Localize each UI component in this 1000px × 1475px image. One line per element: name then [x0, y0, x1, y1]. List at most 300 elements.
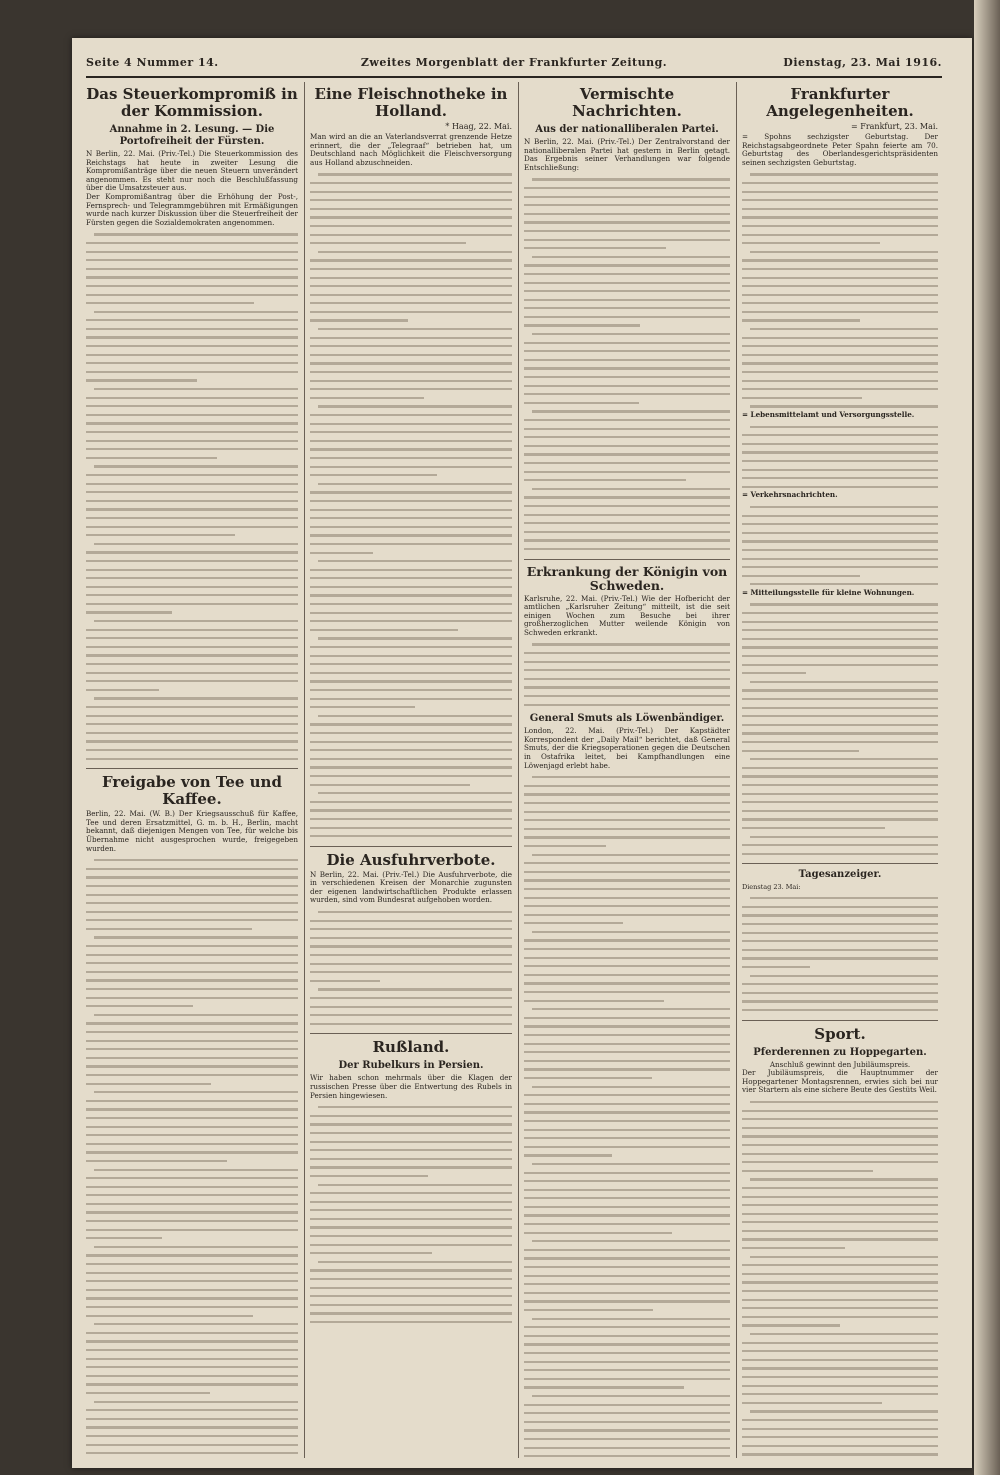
text-line — [742, 274, 938, 283]
text-line — [310, 299, 512, 308]
text-line — [742, 626, 938, 635]
text-line — [524, 407, 730, 416]
text-line — [310, 712, 512, 721]
text-line — [742, 580, 938, 589]
text-line — [524, 399, 730, 408]
text-line — [86, 1398, 298, 1407]
text-line — [86, 882, 298, 891]
article-subhead: = Mitteilungsstelle für kleine Wohnungen. — [742, 587, 915, 597]
text-line — [310, 351, 512, 360]
text-line — [310, 643, 512, 652]
text-line — [524, 1383, 730, 1392]
text-line — [524, 347, 730, 356]
text-line — [524, 799, 730, 808]
text-line — [742, 188, 938, 197]
text-line — [524, 911, 730, 920]
text-line — [86, 942, 298, 951]
text-line — [742, 555, 938, 564]
text-line — [742, 265, 938, 274]
text-line — [310, 695, 512, 704]
text-line — [86, 1191, 298, 1200]
text-line — [310, 1266, 512, 1275]
text-line — [86, 746, 298, 755]
page-binding-shadow — [974, 0, 1000, 1475]
text-line — [742, 772, 938, 781]
text-line — [524, 468, 730, 477]
text-line — [86, 951, 298, 960]
text-line — [742, 1210, 938, 1219]
text-line — [310, 359, 512, 368]
text-line — [742, 1150, 938, 1159]
text-line — [310, 514, 512, 523]
article-headline: Eine Fleischnotheke in Holland. — [314, 85, 508, 120]
text-line — [86, 265, 298, 274]
text-line — [86, 1200, 298, 1209]
text-line — [310, 428, 512, 437]
text-line — [524, 675, 730, 684]
text-line — [742, 798, 938, 807]
text-line — [524, 1263, 730, 1272]
body-text-block — [524, 640, 730, 709]
text-line — [310, 274, 512, 283]
text-line — [310, 1223, 512, 1232]
text-line — [86, 531, 298, 540]
text-line — [524, 201, 730, 210]
text-line — [524, 1134, 730, 1143]
text-line — [310, 617, 512, 626]
text-line — [310, 334, 512, 343]
text-line — [524, 1366, 730, 1375]
text-line — [86, 342, 298, 351]
text-line — [742, 1184, 938, 1193]
text-line — [742, 704, 938, 713]
text-line — [742, 721, 938, 730]
text-line — [310, 763, 512, 772]
text-line — [310, 1155, 512, 1164]
text-line — [524, 502, 730, 511]
text-line — [86, 1166, 298, 1175]
text-line — [742, 1141, 938, 1150]
text-line — [524, 902, 730, 911]
text-line — [524, 919, 730, 928]
text-line — [524, 1409, 730, 1418]
text-line — [524, 450, 730, 459]
text-line — [86, 755, 298, 764]
text-line — [310, 1258, 512, 1267]
text-line — [742, 1339, 938, 1348]
text-line — [310, 1206, 512, 1215]
text-line — [524, 244, 730, 253]
text-line — [310, 720, 512, 729]
text-line — [86, 643, 298, 652]
text-line — [310, 1120, 512, 1129]
text-line — [742, 546, 938, 555]
text-line — [524, 1452, 730, 1458]
text-line — [86, 626, 298, 635]
text-line — [86, 1312, 298, 1321]
text-line — [524, 1297, 730, 1306]
text-line — [524, 1108, 730, 1117]
text-line — [524, 808, 730, 817]
text-line — [742, 368, 938, 377]
text-line — [742, 850, 938, 859]
text-line — [524, 1323, 730, 1332]
text-line — [742, 911, 938, 920]
text-line — [86, 1423, 298, 1432]
text-line — [524, 236, 730, 245]
text-line — [310, 772, 512, 781]
text-line — [310, 908, 512, 917]
text-line — [742, 423, 938, 432]
text-line — [86, 686, 298, 695]
section-divider — [742, 1020, 938, 1021]
text-line — [742, 669, 938, 678]
text-line — [310, 669, 512, 678]
article-subhead: Annahme in 2. Lesung. — Die Portofreiheit der Fürsten. — [109, 124, 275, 147]
text-line — [310, 205, 512, 214]
article-lead: Berlin, 22. Mai. (W. B.) Der Kriegsausschuß für Kaffee, Tee und deren Ersatzmittel, G. m. b. H., Berlin, macht bekannt, daß diejenigen Mengen von Tee, für welche bis Übernahme nicht ausgesprochen wurde, freigegeben wurden. — [86, 809, 298, 853]
text-line — [742, 385, 938, 394]
text-line — [742, 954, 938, 963]
text-line — [742, 1115, 938, 1124]
body-text-block — [86, 230, 298, 763]
text-line — [310, 265, 512, 274]
text-line — [310, 942, 512, 951]
text-line — [86, 1303, 298, 1312]
article-subhead: = Verkehrsnachrichten. — [742, 490, 838, 500]
text-line — [310, 471, 512, 480]
text-line — [86, 1243, 298, 1252]
text-line — [86, 1286, 298, 1295]
article-lead: N Berlin, 22. Mai. (Priv.-Tel.) Die Ausfuhrverbote, die in verschiedenen Kreisen der Monarchie zugunsten der eigenen landwirtschaftlichen Produkte erlassen wurden, sind vom Bundesrat aufgehoben worden. — [310, 869, 512, 905]
text-line — [524, 485, 730, 494]
text-line — [310, 1172, 512, 1181]
text-line — [524, 979, 730, 988]
text-line — [310, 213, 512, 222]
text-line — [310, 1181, 512, 1190]
text-line — [524, 382, 730, 391]
text-line — [310, 248, 512, 257]
text-line — [310, 591, 512, 600]
text-line — [524, 962, 730, 971]
body-text-block — [742, 423, 938, 492]
text-line — [310, 1112, 512, 1121]
text-line — [742, 946, 938, 955]
text-line — [310, 463, 512, 472]
text-line — [86, 1269, 298, 1278]
text-line — [742, 1313, 938, 1322]
masthead-rule — [86, 76, 942, 78]
text-line — [524, 997, 730, 1006]
article-paragraph: Der Kompromißantrag über die Erhöhung der Post-, Fernsprech- und Telegrammgebühren mit Ermäßigungen wurde nach kurzer Diskussion über die Steuerfreiheit der Fürsten gegen die Sozialdemokraten angenommen. — [86, 191, 298, 227]
text-line — [524, 692, 730, 701]
text-line — [742, 1356, 938, 1365]
text-line — [310, 239, 512, 248]
text-line — [310, 325, 512, 334]
text-line — [742, 466, 938, 475]
text-line — [524, 218, 730, 227]
body-text-block — [524, 175, 730, 553]
text-line — [310, 256, 512, 265]
text-line — [86, 1337, 298, 1346]
text-line — [742, 1158, 938, 1167]
text-line — [742, 448, 938, 457]
text-line — [742, 678, 938, 687]
text-line — [86, 1372, 298, 1381]
text-line — [742, 239, 938, 248]
text-line — [310, 1163, 512, 1172]
text-line — [742, 920, 938, 929]
text-line — [742, 1193, 938, 1202]
article-subhead: Anschluß gewinnt den Jubiläumspreis. — [769, 1059, 911, 1069]
article-paragraph: = Spohns sechzigster Geburtstag. Der Reichstagsabgeordnete Peter Spahn feierte am 70. Geburtstag des Oberlandesgerichtspräsidenten seinen sechzigsten Geburtstag. — [742, 132, 938, 167]
text-line — [310, 815, 512, 824]
text-line — [742, 686, 938, 695]
text-line — [86, 1183, 298, 1192]
text-line — [310, 729, 512, 738]
text-line — [524, 1280, 730, 1289]
article-headline: Frankfurter Angelegenheiten. — [766, 85, 914, 120]
text-line — [524, 640, 730, 649]
text-line — [310, 1189, 512, 1198]
text-line — [524, 1332, 730, 1341]
text-line — [742, 1218, 938, 1227]
text-line — [310, 394, 512, 403]
text-line — [524, 1444, 730, 1453]
text-line — [86, 873, 298, 882]
text-line — [310, 179, 512, 188]
text-line — [524, 1289, 730, 1298]
text-line — [310, 746, 512, 755]
text-line — [310, 934, 512, 943]
text-line — [742, 440, 938, 449]
text-line — [742, 431, 938, 440]
text-line — [524, 261, 730, 270]
text-line — [310, 196, 512, 205]
text-line — [524, 936, 730, 945]
text-line — [524, 1005, 730, 1014]
text-line — [742, 1304, 938, 1313]
text-line — [524, 1254, 730, 1263]
text-line — [86, 916, 298, 925]
schedule-table — [742, 894, 938, 1014]
text-line — [86, 694, 298, 703]
text-line — [310, 781, 512, 790]
text-line — [742, 563, 938, 572]
text-line — [86, 488, 298, 497]
text-line — [524, 1418, 730, 1427]
text-line — [524, 425, 730, 434]
text-line — [86, 351, 298, 360]
article-subhead: Aus der nationalliberalen Partei. — [535, 124, 719, 135]
text-line — [86, 669, 298, 678]
issue-date: Dienstag, 23. Mai 1916. — [783, 56, 942, 69]
text-line — [310, 1198, 512, 1207]
text-line — [742, 980, 938, 989]
text-line — [86, 994, 298, 1003]
text-line — [524, 1349, 730, 1358]
text-line — [86, 1054, 298, 1063]
text-line — [310, 917, 512, 926]
text-line — [524, 825, 730, 834]
text-line — [524, 356, 730, 365]
text-line — [524, 1126, 730, 1135]
text-line — [310, 540, 512, 549]
text-line — [524, 1211, 730, 1220]
text-line — [86, 976, 298, 985]
text-line — [310, 1129, 512, 1138]
text-line — [742, 205, 938, 214]
text-line — [524, 851, 730, 860]
column-2 — [310, 82, 512, 1458]
text-line — [310, 703, 512, 712]
text-line — [742, 1098, 938, 1107]
text-line — [86, 325, 298, 334]
text-line — [86, 703, 298, 712]
column-1 — [86, 82, 298, 1458]
text-line — [742, 764, 938, 773]
text-line — [86, 514, 298, 523]
text-line — [310, 994, 512, 1003]
text-line — [524, 519, 730, 528]
section-divider — [310, 846, 512, 847]
text-line — [524, 536, 730, 545]
text-line — [310, 385, 512, 394]
text-line — [86, 445, 298, 454]
text-line — [310, 480, 512, 489]
text-line — [742, 652, 938, 661]
text-line — [86, 1062, 298, 1071]
text-line — [524, 945, 730, 954]
text-line — [86, 230, 298, 239]
text-line — [742, 179, 938, 188]
text-line — [310, 1003, 512, 1012]
text-line — [310, 738, 512, 747]
text-line — [86, 402, 298, 411]
text-line — [524, 330, 730, 339]
text-line — [742, 1261, 938, 1270]
text-line — [742, 231, 938, 240]
text-line — [310, 583, 512, 592]
text-line — [310, 549, 512, 558]
text-line — [86, 1320, 298, 1329]
body-text-block — [310, 908, 512, 1028]
text-line — [524, 528, 730, 537]
text-line — [742, 299, 938, 308]
page-number: Seite 4 Nummer 14. — [86, 56, 219, 69]
text-line — [524, 433, 730, 442]
text-line — [524, 1220, 730, 1229]
text-line — [742, 1235, 938, 1244]
text-line — [524, 493, 730, 502]
text-line — [310, 1309, 512, 1318]
text-line — [86, 1251, 298, 1260]
text-line — [524, 1306, 730, 1315]
text-line — [524, 1340, 730, 1349]
text-line — [86, 308, 298, 317]
text-line — [524, 773, 730, 782]
text-line — [742, 1175, 938, 1184]
text-line — [310, 1318, 512, 1327]
text-line — [86, 1441, 298, 1450]
text-line — [524, 184, 730, 193]
text-line — [742, 1132, 938, 1141]
body-text-block — [742, 1098, 938, 1458]
text-line — [742, 402, 938, 411]
text-line — [86, 239, 298, 248]
text-line — [742, 894, 938, 903]
text-line — [524, 1194, 730, 1203]
text-line — [524, 782, 730, 791]
text-line — [524, 1100, 730, 1109]
text-line — [524, 876, 730, 885]
text-line — [524, 816, 730, 825]
text-line — [310, 222, 512, 231]
text-line — [742, 282, 938, 291]
text-line — [524, 1074, 730, 1083]
text-line — [310, 1215, 512, 1224]
column-4 — [742, 82, 938, 1458]
text-line — [86, 583, 298, 592]
text-line — [86, 1449, 298, 1458]
text-line — [524, 649, 730, 658]
text-line — [742, 1399, 938, 1408]
text-line — [742, 1425, 938, 1434]
text-line — [310, 377, 512, 386]
text-line — [310, 686, 512, 695]
text-line — [310, 960, 512, 969]
text-line — [524, 442, 730, 451]
text-line — [524, 1169, 730, 1178]
text-line — [742, 833, 938, 842]
text-line — [86, 291, 298, 300]
text-line — [742, 537, 938, 546]
text-line — [524, 253, 730, 262]
text-line — [742, 712, 938, 721]
text-line — [524, 1237, 730, 1246]
article-subhead: Der Rubelkurs in Persien. — [338, 1060, 484, 1072]
text-line — [524, 894, 730, 903]
text-line — [310, 342, 512, 351]
column-divider — [518, 82, 519, 1458]
text-line — [742, 781, 938, 790]
text-line — [86, 720, 298, 729]
text-line — [86, 712, 298, 721]
text-line — [742, 1167, 938, 1176]
text-line — [742, 308, 938, 317]
text-line — [86, 1037, 298, 1046]
text-line — [524, 227, 730, 236]
text-line — [742, 196, 938, 205]
dateline: = Frankfurt, 23. Mai. — [851, 122, 938, 131]
text-line — [742, 1124, 938, 1133]
text-line — [742, 790, 938, 799]
text-line — [742, 972, 938, 981]
text-line — [524, 1117, 730, 1126]
text-line — [310, 1249, 512, 1258]
text-line — [742, 1227, 938, 1236]
text-line — [742, 695, 938, 704]
text-line — [742, 325, 938, 334]
text-line — [310, 626, 512, 635]
text-line — [524, 1014, 730, 1023]
text-line — [310, 506, 512, 515]
text-line — [742, 600, 938, 609]
text-line — [524, 1229, 730, 1238]
column-divider — [304, 82, 305, 1458]
section-divider — [86, 768, 298, 769]
text-line — [86, 282, 298, 291]
